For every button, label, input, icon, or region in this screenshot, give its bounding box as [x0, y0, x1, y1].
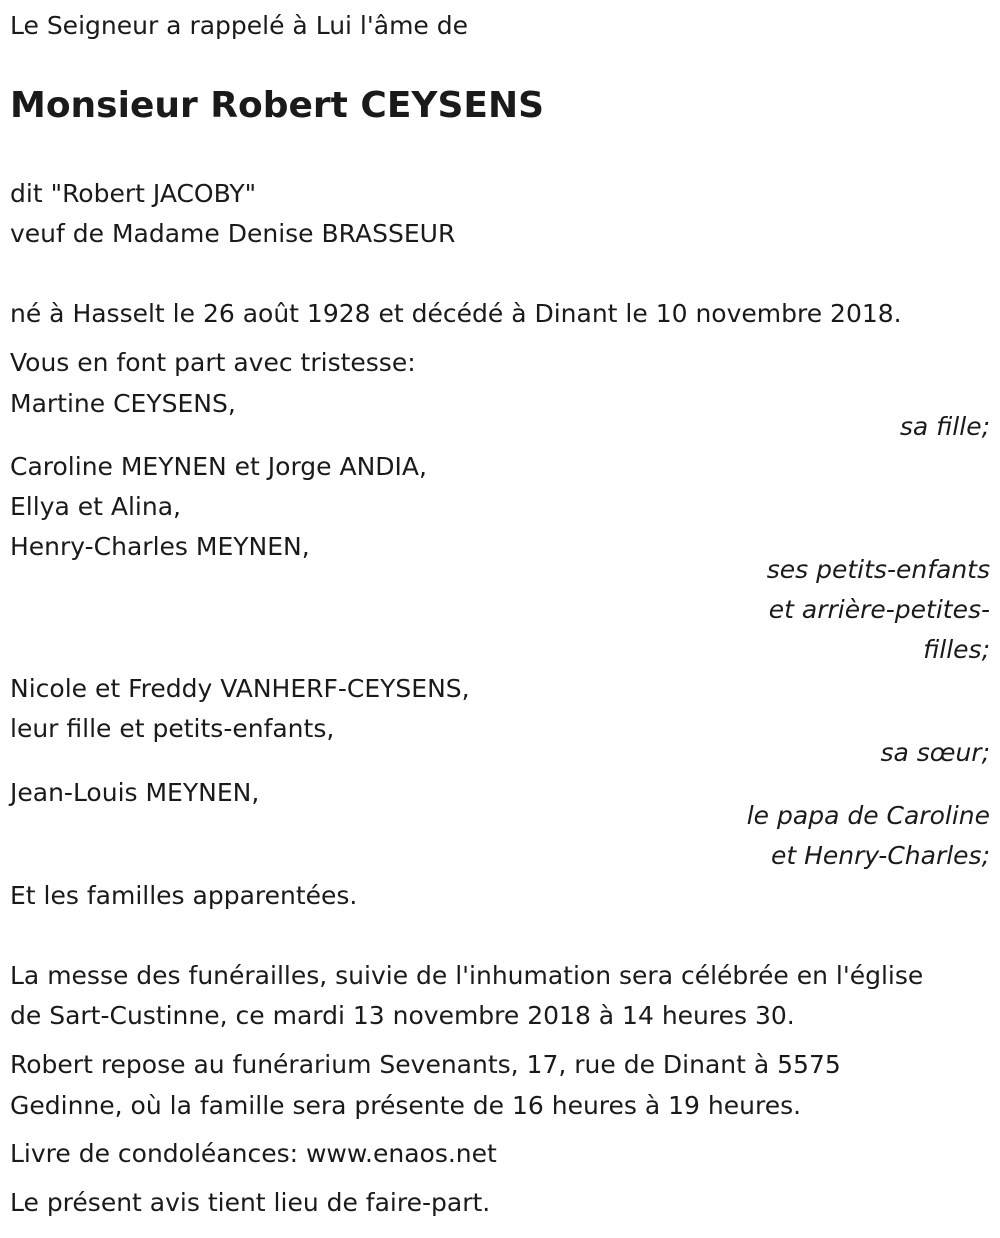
- rest-text: Gedinne, où la famille sera présente de 16 heures à 19 heures.: [10, 1091, 802, 1120]
- mass-text: La messe des funérailles, suivie de l'inhumation sera célébrée en l'église: [10, 961, 924, 990]
- family-relation: ses petits-enfants: [766, 555, 990, 584]
- family-member-line: Martine CEYSENS,: [10, 389, 236, 418]
- family-member-line: leur fille et petits-enfants,: [10, 714, 335, 743]
- alias-text: dit "Robert JACOBY": [10, 179, 257, 208]
- family-member-line: Henry-Charles MEYNEN,: [10, 532, 310, 561]
- family-member-line: Jean-Louis MEYNEN,: [10, 778, 260, 807]
- rest-text: Robert repose au funérarium Sevenants, 17, rue de Dinant à 5575: [10, 1050, 841, 1079]
- intro-text: Le Seigneur a rappelé à Lui l'âme de: [10, 11, 468, 40]
- family-member-line: Ellya et Alina,: [10, 492, 181, 521]
- family-relation: sa fille;: [899, 412, 990, 441]
- family-member-line: Nicole et Freddy VANHERF-CEYSENS,: [10, 674, 470, 703]
- family-relation: et arrière-petites-: [768, 595, 990, 624]
- mass-text: de Sart-Custinne, ce mardi 13 novembre 2018 à 14 heures 30.: [10, 1001, 795, 1030]
- family-relation: sa sœur;: [880, 738, 990, 767]
- family-relation: et Henry-Charles;: [770, 841, 990, 870]
- family-member-line: Caroline MEYNEN et Jorge ANDIA,: [10, 452, 427, 481]
- deceased-name: Monsieur Robert CEYSENS: [10, 85, 545, 126]
- family-relation: filles;: [923, 635, 990, 664]
- families-text: Et les familles apparentées.: [10, 881, 358, 910]
- notice-text: Le présent avis tient lieu de faire-part.: [10, 1188, 491, 1217]
- family-relation: le papa de Caroline: [746, 801, 990, 830]
- announce-text: Vous en font part avec tristesse:: [10, 348, 416, 377]
- widower-text: veuf de Madame Denise BRASSEUR: [10, 219, 456, 248]
- birth-death-text: né à Hasselt le 26 août 1928 et décédé à Dinant le 10 novembre 2018.: [10, 299, 902, 328]
- condolences-text: Livre de condoléances: www.enaos.net: [10, 1139, 497, 1168]
